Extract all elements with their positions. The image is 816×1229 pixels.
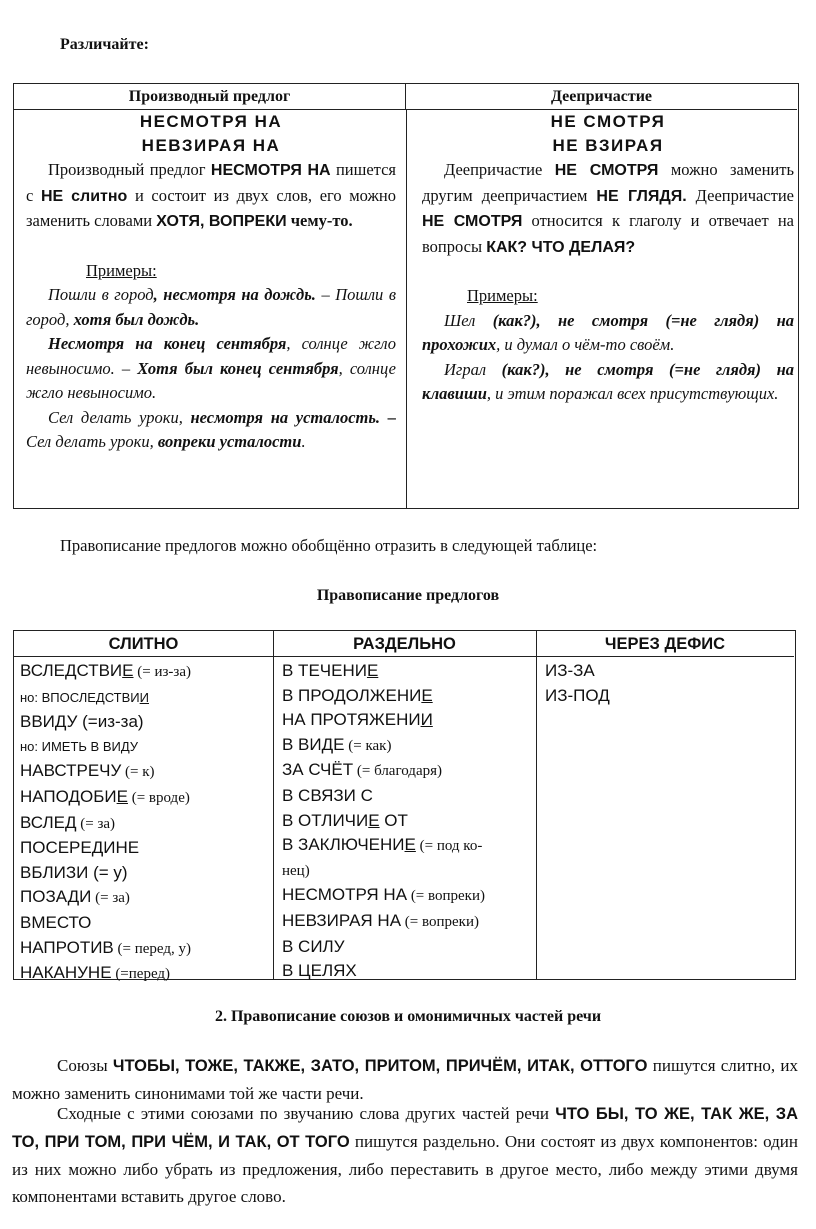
compare-header-participle: Деепричастие xyxy=(406,84,797,110)
participle-description: Деепричастие НЕ СМОТРЯ можно заменить другим деепричастием НЕ ГЛЯДЯ. Деепричастие НЕ СМОТРЯ относится к глаголу и отвечает на вопросы КАК? ЧТО ДЕЛАЯ? xyxy=(422,160,794,256)
preposition-example-2: Несмотря на конец сентября, солнце жгло невыносимо. – Хотя был конец сентября, солнце жгло невыносимо. xyxy=(26,334,396,402)
participle-column xyxy=(422,110,794,407)
together-row: ПОСЕРЕДИНЕ xyxy=(20,838,140,858)
hyphen-column xyxy=(545,659,803,708)
preposition-example-1: Пошли в город, несмотря на дождь. – Пошли в город, хотя был дождь. xyxy=(26,285,397,329)
hyphen-row: ИЗ-ПОД xyxy=(545,685,610,705)
separate-row: ЗА СЧЁТ (= благодаря) xyxy=(282,760,442,780)
together-row: ВСЛЕД (= за) xyxy=(20,812,116,832)
compare-table xyxy=(13,83,799,509)
participle-example-2: Играл (как?), не смотря (=не глядя) на клавиши, и этим поражал всех присутствующих. xyxy=(422,359,794,403)
header-together: СЛИТНО xyxy=(14,631,273,657)
separate-row: В СВЯЗИ С xyxy=(282,785,373,805)
conjunctions-paragraph-1: Союзы ЧТОБЫ, ТОЖЕ, ТАКЖЕ, ЗАТО, ПРИТОМ, ПРИЧЁМ, ИТАК, ОТТОГО пишутся слитно, их можно заменить синонимами той же части речи. xyxy=(12,1056,798,1103)
separate-row: НА ПРОТЯЖЕНИИ xyxy=(282,710,433,730)
participle-examples-label: Примеры: xyxy=(467,286,538,305)
together-row: НАПРОТИВ (= перед, у) xyxy=(20,937,192,957)
participle-title-2: НЕ ВЗИРАЯ xyxy=(552,136,664,155)
separate-row: В ЦЕЛЯХ xyxy=(282,961,357,981)
together-row: ВСЛЕДСТВИЕ (= из-за) xyxy=(20,661,191,680)
hyphen-row: ИЗ-ЗА xyxy=(545,661,595,680)
together-column xyxy=(20,659,279,987)
preposition-title-1: НЕСМОТРЯ НА xyxy=(139,112,283,131)
summary-line: Правописание предлогов можно обобщённо отразить в следующей таблице: xyxy=(60,536,598,555)
separate-row: В ТЕЧЕНИЕ xyxy=(282,661,379,680)
prepositions-table xyxy=(13,630,796,983)
header-separate: РАЗДЕЛЬНО xyxy=(273,631,536,657)
prepositions-table-title: Правописание предлогов xyxy=(316,587,500,604)
together-row: ПОЗАДИ (= за) xyxy=(20,887,130,907)
preposition-examples-label: Примеры: xyxy=(86,260,157,280)
participle-example-1: Шел (как?), не смотря (=не глядя) на прохожих, и думал о чём-то своём. xyxy=(422,310,794,354)
separate-row: В СИЛУ xyxy=(282,936,345,956)
together-row: НАВСТРЕЧУ (= к) xyxy=(20,761,155,781)
together-row: но: ИМЕТЬ В ВИДУ xyxy=(20,738,139,754)
together-row: НАПОДОБИЕ (= вроде) xyxy=(20,786,190,806)
separate-row: В ОТЛИЧИЕ ОТ xyxy=(282,810,408,830)
participle-title-1: НЕ СМОТРЯ xyxy=(550,112,666,131)
preposition-title-2: НЕВЗИРАЯ НА xyxy=(141,136,281,155)
preposition-column xyxy=(26,110,396,455)
together-row: ВМЕСТО xyxy=(20,912,92,932)
separate-row: В ЗАКЛЮЧЕНИЕ (= под ко- xyxy=(282,835,483,855)
separate-row: В ВИДЕ (= как) xyxy=(282,734,392,754)
heading-distinguish: Различайте: xyxy=(60,36,149,53)
conjunctions-paragraph-2: Сходные с этими союзами по звучанию слова других частей речи ЧТО БЫ, ТО ЖЕ, ТАК ЖЕ, ЗА ТО, ПРИ ТОМ, ПРИ ЧЁМ, И ТАК, ОТ ТОГО пишутся раздельно. Они состоят из двух компонентов: один из них можно либо убрать из предложения, либо переставить в другое место, либо между этими двумя компонентами вставить другое слово. xyxy=(12,1104,799,1206)
separate-row: НЕСМОТРЯ НА (= вопреки) xyxy=(282,885,485,905)
section-2-title: 2. Правописание союзов и омонимичных частей речи xyxy=(214,1008,602,1025)
together-row: ВБЛИЗИ (= у) xyxy=(20,862,128,882)
together-row: ВВИДУ (=из-за) xyxy=(20,712,144,732)
separate-row: нец) xyxy=(282,862,310,879)
separate-column xyxy=(282,659,545,984)
separate-row: В ПРОДОЛЖЕНИЕ xyxy=(282,685,433,705)
compare-divider xyxy=(406,110,407,508)
preposition-description: Производный предлог НЕСМОТРЯ НА пишется с НЕ слитно и состоит из двух слов, его можно заменить словами ХОТЯ, ВОПРЕКИ чему-то. xyxy=(26,160,397,230)
compare-header-preposition: Производный предлог xyxy=(14,84,406,110)
header-hyphen: ЧЕРЕЗ ДЕФИС xyxy=(536,631,794,657)
preposition-example-3: Сел делать уроки, несмотря на усталость. – Сел делать уроки, вопреки усталости. xyxy=(26,407,396,451)
together-row: НАКАНУНЕ (=перед) xyxy=(20,963,171,983)
separate-row: НЕВЗИРАЯ НА (= вопреки) xyxy=(282,910,479,930)
together-row: но: ВПОСЛЕДСТВИИ xyxy=(20,689,149,705)
